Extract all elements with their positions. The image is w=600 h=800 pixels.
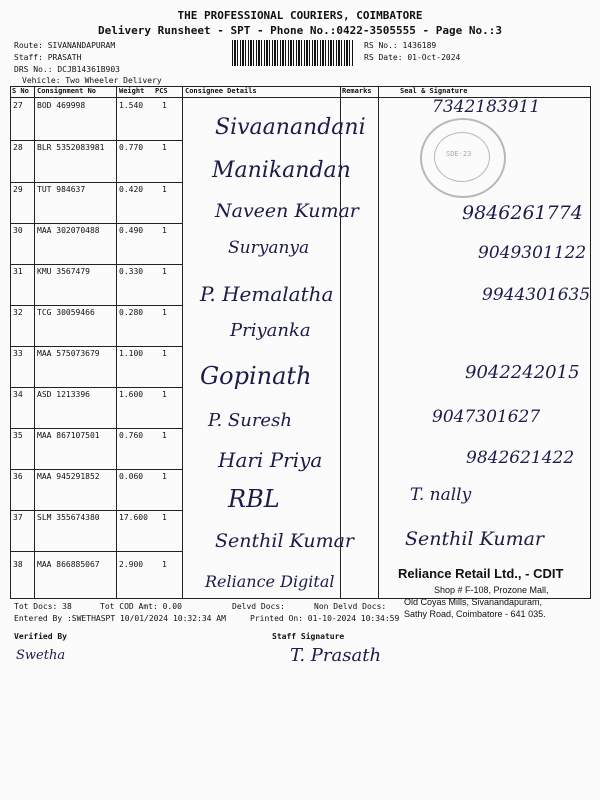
- row-pcs: 1: [162, 472, 167, 481]
- col-remarks: Remarks: [342, 87, 372, 95]
- non-delvd-docs: Non Delvd Docs:: [314, 602, 387, 611]
- row-consignment: BLR 5352083981: [37, 143, 105, 152]
- row-pcs: 1: [162, 513, 167, 522]
- consignee-signature: Sivaanandani: [215, 115, 366, 140]
- row-consignment: BOD 469998: [37, 101, 86, 110]
- entered-by: Entered By :SWETHASPT 10/01/2024 10:32:34 AM: [14, 614, 226, 623]
- row-sno: 29: [13, 185, 23, 194]
- row-pcs: 1: [162, 308, 167, 317]
- row-consignment: TCG 30059466: [37, 308, 95, 317]
- courier-stamp: [420, 118, 506, 198]
- row-pcs: 1: [162, 349, 167, 358]
- row-consignment: KMU 3567479: [37, 267, 90, 276]
- row-consignment: MAA 945291852: [37, 472, 100, 481]
- verified-signature: Swetha: [16, 648, 66, 663]
- row-weight: 0.330: [119, 267, 144, 276]
- row-pcs: 1: [162, 226, 167, 235]
- row-sno: 38: [13, 560, 23, 569]
- rs-number: RS No.: 1436189: [364, 41, 437, 50]
- row-sno: 28: [13, 143, 23, 152]
- row-pcs: 1: [162, 267, 167, 276]
- col-weight: Weight: [119, 87, 145, 95]
- row-sno: 27: [13, 101, 23, 110]
- row-consignment: MAA 867107501: [37, 431, 100, 440]
- row-pcs: 1: [162, 431, 167, 440]
- company-title: THE PROFESSIONAL COURIERS, COIMBATORE: [177, 9, 423, 22]
- row-sno: 35: [13, 431, 23, 440]
- row-consignment: SLM 355674380: [37, 513, 100, 522]
- row-consignment: MAA 302070488: [37, 226, 100, 235]
- row-weight: 1.100: [119, 349, 144, 358]
- row-pcs: 1: [162, 185, 167, 194]
- row-weight: 2.900: [119, 560, 144, 569]
- seal-signature: 9047301627: [432, 407, 541, 427]
- consignee-signature: Senthil Kumar: [215, 530, 355, 552]
- seal-signature: 9042242015: [465, 362, 580, 383]
- consignee-signature: RBL: [228, 485, 280, 513]
- row-pcs: 1: [162, 390, 167, 399]
- delvd-docs: Delvd Docs:: [232, 602, 285, 611]
- consignee-signature: Gopinath: [200, 362, 312, 390]
- row-consignment: ASD 1213396: [37, 390, 90, 399]
- row-weight: 0.490: [119, 226, 144, 235]
- row-pcs: 1: [162, 101, 167, 110]
- row-sno: 34: [13, 390, 23, 399]
- seal-signature: Senthil Kumar: [405, 528, 545, 550]
- col-consignee: Consignee Details: [185, 87, 257, 95]
- drs-number: DRS No.: DCJB14361B903: [14, 65, 120, 74]
- consignee-signature: Naveen Kumar: [215, 200, 359, 222]
- row-weight: 17.600: [119, 513, 148, 522]
- reliance-stamp-name: Reliance Retail Ltd., - CDIT: [398, 566, 564, 581]
- seal-signature: 9049301122: [478, 243, 587, 263]
- consignee-signature: Manikandan: [212, 158, 351, 183]
- row-sno: 30: [13, 226, 23, 235]
- row-weight: 0.420: [119, 185, 144, 194]
- col-sno: S No: [12, 87, 29, 95]
- seal-signature: 7342183911: [432, 97, 541, 117]
- seal-signature: T. nally: [410, 485, 472, 505]
- consignee-signature: Suryanya: [228, 238, 310, 258]
- reliance-stamp-line1: Shop # F-108, Prozone Mall,: [434, 585, 549, 595]
- row-weight: 0.760: [119, 431, 144, 440]
- seal-signature: 9846261774: [462, 202, 583, 224]
- staff-signature: T. Prasath: [290, 645, 382, 666]
- verified-by-label: Verified By: [14, 632, 67, 641]
- reliance-stamp-line3: Sathy Road, Coimbatore - 641 035.: [404, 609, 546, 619]
- col-pcs: PCS: [155, 87, 168, 95]
- row-consignment: MAA 575073679: [37, 349, 100, 358]
- row-sno: 33: [13, 349, 23, 358]
- row-consignment: TUT 984637: [37, 185, 86, 194]
- reliance-stamp-line2: Old Coyas Mills, Sivanandapuram,: [404, 597, 543, 607]
- staff-signature-label: Staff Signature: [272, 632, 345, 641]
- runsheet-title: Delivery Runsheet - SPT - Phone No.:0422-3505555 - Page No.:3: [98, 24, 502, 37]
- row-weight: 0.060: [119, 472, 144, 481]
- consignee-signature: P. Suresh: [208, 410, 292, 431]
- consignee-signature: Reliance Digital: [205, 572, 335, 591]
- consignee-signature: Priyanka: [230, 320, 311, 341]
- tot-cod-amt: Tot COD Amt: 0.00: [100, 602, 182, 611]
- row-consignment: MAA 866885067: [37, 560, 100, 569]
- tot-docs: Tot Docs: 38: [14, 602, 72, 611]
- row-weight: 1.540: [119, 101, 144, 110]
- seal-signature: 9944301635: [482, 285, 591, 305]
- stamp-text: SDE-23: [446, 150, 472, 158]
- consignee-signature: Hari Priya: [218, 448, 323, 472]
- row-sno: 37: [13, 513, 23, 522]
- row-sno: 31: [13, 267, 23, 276]
- consignee-signature: P. Hemalatha: [200, 282, 334, 306]
- printed-on: Printed On: 01-10-2024 10:34:59: [250, 614, 400, 623]
- seal-signature: 9842621422: [466, 448, 575, 468]
- col-seal-signature: Seal & Signature: [400, 87, 468, 95]
- row-weight: 1.600: [119, 390, 144, 399]
- row-sno: 32: [13, 308, 23, 317]
- row-weight: 0.770: [119, 143, 144, 152]
- barcode: [232, 40, 354, 66]
- row-weight: 0.280: [119, 308, 144, 317]
- staff-label: Staff: PRASATH: [14, 53, 82, 62]
- row-pcs: 1: [162, 143, 167, 152]
- route-label: Route: SIVANANDAPURAM: [14, 41, 116, 50]
- rs-date: RS Date: 01-Oct-2024: [364, 53, 461, 62]
- row-pcs: 1: [162, 560, 167, 569]
- col-consignment: Consignment No: [37, 87, 97, 95]
- vehicle-label: Vehicle: Two Wheeler Delivery: [22, 76, 162, 85]
- row-sno: 36: [13, 472, 23, 481]
